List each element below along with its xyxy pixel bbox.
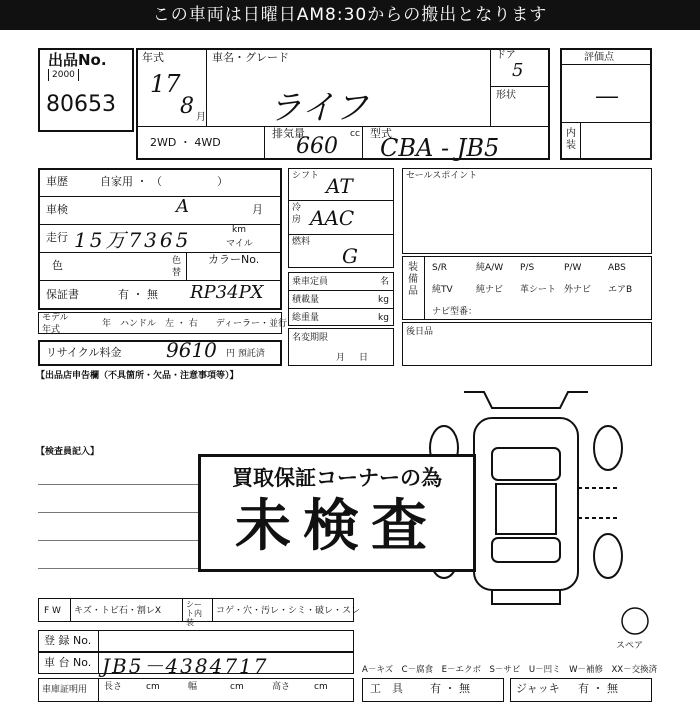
equipment-item: 純TV (432, 285, 453, 295)
equipment-label: 装備品 (408, 262, 418, 297)
garage-cert-cell: cm (314, 682, 328, 692)
doors-value: 5 (512, 60, 524, 81)
damage-legend: A－キズ C－腐食 E－エクボ S－サビ U－凹ミ W－補修 XX－交換済 (362, 665, 658, 675)
mile-unit: マイル (226, 239, 253, 249)
color-swap: 色替 (172, 256, 182, 278)
cc-unit: cc (350, 129, 360, 139)
model-year-label: モデル年式 (42, 313, 69, 335)
jack-value: 有 ・ 無 (578, 682, 618, 695)
ac-value: AAC (310, 206, 355, 230)
month-value: 8 (180, 94, 194, 119)
garage-cert-cell: 長さ (104, 682, 123, 692)
later-items-box (402, 322, 652, 366)
jack-label: ジャッキ (516, 682, 560, 695)
chassis-label: 車 台 No. (44, 656, 92, 669)
fuel-value: G (342, 244, 358, 268)
equipment-item: 革シート (520, 285, 557, 295)
fw-label: F W (44, 606, 61, 616)
garage-cert-cell: 幅 (188, 682, 198, 692)
doors-label: ドア (496, 50, 516, 61)
load-label: 積載量 (292, 295, 320, 305)
chassis-value: JB5－4384717 (102, 654, 269, 678)
km-unit: km (232, 225, 246, 235)
mileage-value: 15万7365 (74, 228, 192, 252)
mileage-label: 走行 (46, 231, 68, 244)
equipment-item: エアB (608, 285, 633, 295)
recycle-label: リサイクル料金 (46, 346, 122, 359)
warranty-value: 有 ・ 無 (118, 288, 158, 301)
sales-point-label: セールスポイント (406, 171, 478, 181)
warranty-label: 保証書 (46, 288, 79, 301)
year-label: 年式 (142, 51, 164, 64)
year-value: 17 (150, 70, 181, 98)
inspection-label: 車検 (46, 203, 68, 216)
deadline-unit: 月日 (336, 353, 383, 363)
history-label: 車歴 (46, 175, 68, 188)
stamp-main: 未検査 (235, 494, 439, 559)
garage-cert-cell: cm (146, 682, 160, 692)
gross-unit: kg (378, 313, 389, 323)
dealer-declaration-label: 【出品店申告欄（不具箇所・欠品・注意事項等）】 (36, 371, 239, 381)
ac-label: 冷房 (292, 203, 302, 225)
name-label: 車名・グレード (212, 51, 289, 64)
garage-cert-cell: 高さ (272, 682, 291, 692)
registration-label: 登 録 No. (44, 634, 92, 647)
shift-value: AT (326, 174, 353, 198)
equipment-item: ABS (608, 263, 626, 273)
equipment-item: P/S (520, 263, 535, 273)
tools-label: 工 具 (370, 682, 403, 695)
garage-cert-label: 車庫証明用 (42, 685, 88, 695)
shift-label: シフト (292, 171, 320, 181)
later-items-label: 後日品 (406, 327, 434, 337)
spare-tire-icon (620, 606, 650, 636)
equipment-item: 外ナビ (564, 285, 592, 295)
deadline-label: 名変期限 (292, 333, 329, 343)
shape-label: 形状 (496, 90, 516, 101)
drive-label: 2WD ・ 4WD (150, 136, 221, 149)
displacement-value: 660 (296, 134, 338, 159)
equipment-item: 純ナビ (476, 285, 504, 295)
model-year-row: 年 ハンドル 左 ・ 右 ディーラー・並行 (102, 319, 288, 329)
inspection-month: 月 (252, 203, 263, 216)
color-no-value: RP34PX (190, 282, 264, 303)
gross-label: 総重量 (292, 313, 320, 323)
month-unit: 月 (196, 112, 206, 123)
eval-label: 評価点 (584, 52, 614, 63)
recycle-unit: 円 預託済 (226, 349, 265, 359)
lot-year-tag: 2000 (48, 69, 79, 81)
garage-cert-cell: cm (230, 682, 244, 692)
eval-score: ― (596, 84, 618, 109)
equipment-item: 純A/W (476, 263, 504, 273)
nav-model: ナビ型番： (432, 307, 478, 317)
model-value: CBA - JB5 (380, 134, 500, 162)
capacity-label: 乗車定員 (292, 277, 329, 287)
color-no-label: カラーNo. (208, 253, 260, 266)
fw-items: キズ・トビ石・割レX (74, 606, 161, 616)
carry-out-banner: この車両は日曜日AM8:30からの搬出となります (0, 0, 700, 30)
tools-value: 有 ・ 無 (430, 682, 470, 695)
history-value: 自家用 ・ （ ） (100, 175, 228, 188)
seat-items: コゲ・穴・汚レ・シミ・破レ・スレ (216, 606, 361, 616)
stamp-subtitle: 買取保証コーナーの為 (232, 466, 442, 490)
spare-label: スペア (616, 641, 644, 651)
capacity-unit: 名 (380, 277, 390, 287)
load-unit: kg (378, 295, 389, 305)
car-name: ライフ (268, 88, 368, 128)
recycle-value: 9610 (166, 338, 217, 362)
color-label: 色 (52, 259, 63, 272)
inspection-value: A (176, 196, 189, 217)
seat-label: シート内装 (186, 600, 202, 627)
model-label: 型式 (370, 127, 392, 140)
interior-label: 内装 (566, 128, 576, 151)
equipment-item: P/W (564, 263, 582, 273)
displacement-label: 排気量 (272, 127, 305, 140)
lot-number: 80653 (46, 92, 116, 117)
equipment-item: S/R (432, 263, 447, 273)
fuel-label: 燃料 (292, 237, 311, 247)
inspector-label: 【検査員記入】 (36, 447, 100, 457)
lot-label: 出品No. (48, 51, 107, 69)
